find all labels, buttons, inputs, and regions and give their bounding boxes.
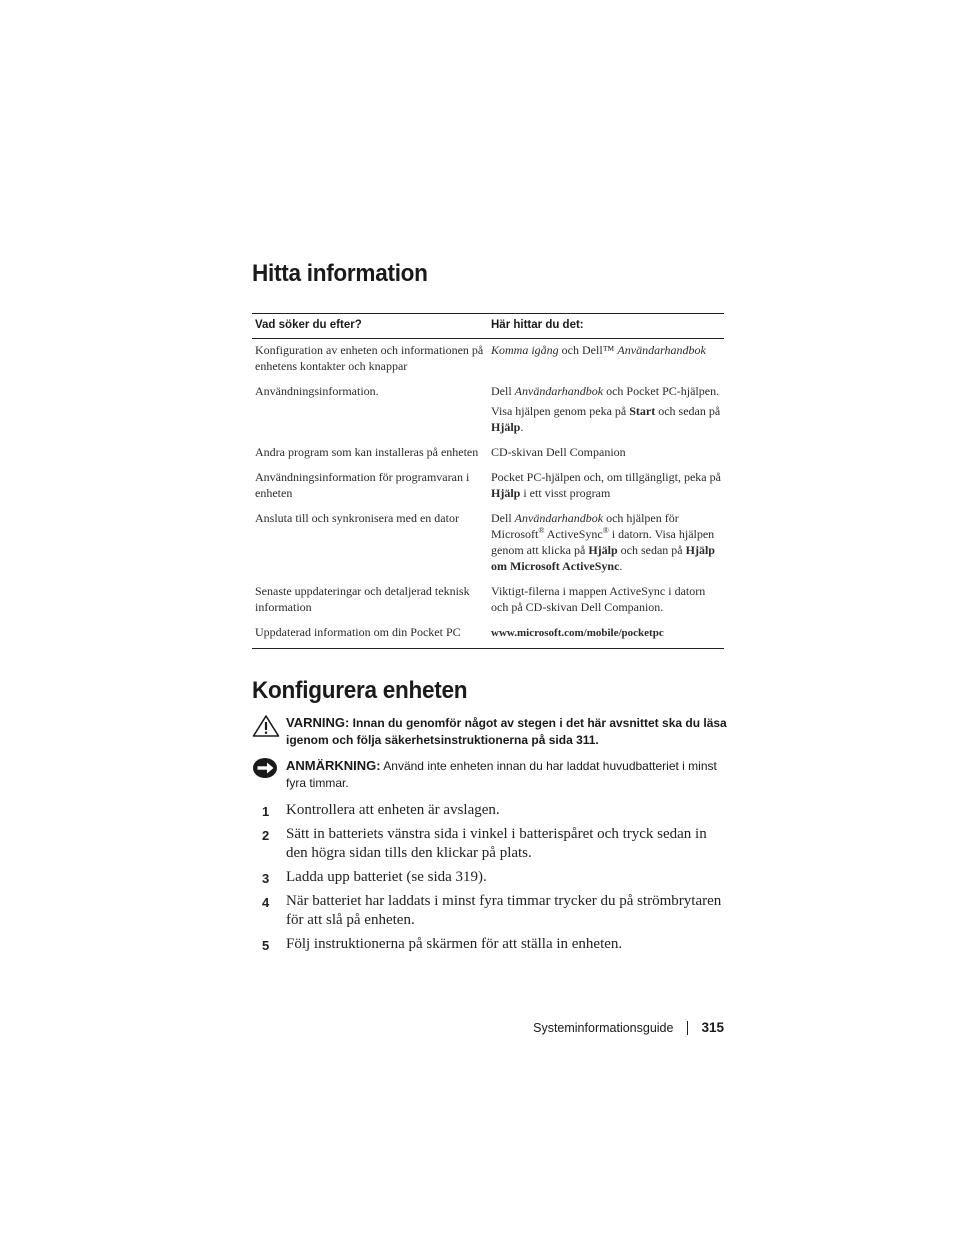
table-cell-what: Användningsinformation.: [255, 384, 379, 398]
column-header-where: Här hittar du det:: [491, 319, 584, 331]
page-footer: [533, 1020, 724, 1035]
table-row: [252, 508, 724, 581]
table-row: [252, 339, 724, 382]
table-row: [252, 467, 724, 508]
list-item: 5 Följ instruktionerna på skärmen för att ställa in enheten.: [262, 936, 623, 953]
list-item: 2 Sätt in batteriets vänstra sida i vinkel i batterispåret och tryck sedan in den högra sidan tills den klickar på plats.: [262, 826, 707, 861]
table-cell-what: Användningsinformation för programvaran i enheten: [255, 470, 470, 500]
table-cell-where: Viktigt-filerna i mappen ActiveSync i datorn och på CD-skivan Dell Companion.: [491, 584, 706, 614]
footer-divider: [687, 1021, 688, 1035]
warning-notice: [252, 714, 728, 749]
notice-arrow-icon: [252, 757, 280, 781]
table-cell-what: Konfiguration av enheten och informationen på enhetens kontakter och knappar: [255, 343, 484, 373]
table-row: [252, 622, 724, 649]
table-cell-what: Senaste uppdateringar och detaljerad teknisk information: [255, 584, 470, 614]
warning-text: Innan du genomför något av stegen i det här avsnittet ska du läsa igenom och följa säkerhetsinstruktionerna på sida 311.: [286, 716, 727, 747]
table-row: [252, 381, 724, 442]
table-cell-where: [488, 622, 724, 649]
info-table: [252, 313, 724, 649]
section-title-hitta-information: Hitta information: [252, 260, 428, 287]
table-cell-where: Dell Användarhandbok och hjälpen för Microsoft® ActiveSync® i datorn. Visa hjälpen genom att klicka på Hjälp och sedan på Hjälp om Microsoft ActiveSync.: [491, 511, 715, 573]
page-number: 315: [701, 1020, 724, 1035]
warning-triangle-icon: [252, 714, 280, 738]
microsoft-pocketpc-link[interactable]: www.microsoft.com/mobile/pocketpc: [491, 627, 664, 639]
warning-label: VARNING:: [286, 715, 350, 730]
notice-label: ANMÄRKNING:: [286, 758, 381, 773]
setup-steps-list: [252, 801, 728, 959]
footer-guide-name: Systeminformationsguide: [533, 1020, 674, 1035]
table-cell-what: Andra program som kan installeras på enheten: [255, 445, 479, 459]
table-cell-where: Dell Användarhandbok och Pocket PC-hjälpen. Visa hjälpen genom peka på Start och sedan på Hjälp.: [491, 384, 721, 434]
list-item: 3 Ladda upp batteriet (se sida 319).: [262, 869, 487, 886]
column-header-what: Vad söker du efter?: [255, 319, 362, 331]
table-header-row: [252, 314, 724, 339]
table-cell-what: Ansluta till och synkronisera med en dator: [255, 511, 459, 525]
list-item: 1 Kontrollera att enheten är avslagen.: [262, 802, 500, 819]
table-row: [252, 442, 724, 467]
table-row: [252, 581, 724, 622]
list-item: 4 När batteriet har laddats i minst fyra timmar trycker du på strömbrytaren för att slå på enheten.: [262, 893, 722, 928]
notice-box: [252, 757, 728, 792]
section-title-konfigurera-enheten: Konfigurera enheten: [252, 677, 468, 704]
table-cell-where: Pocket PC-hjälpen och, om tillgängligt, peka på Hjälp i ett visst program: [491, 470, 721, 500]
table-cell-where: Komma igång och Dell™ Användarhandbok: [491, 343, 706, 357]
table-cell-where: CD-skivan Dell Companion: [491, 445, 626, 459]
notice-text: Använd inte enheten innan du har laddat huvudbatteriet i minst fyra timmar.: [286, 759, 717, 790]
table-cell-what: Uppdaterad information om din Pocket PC: [255, 625, 461, 639]
